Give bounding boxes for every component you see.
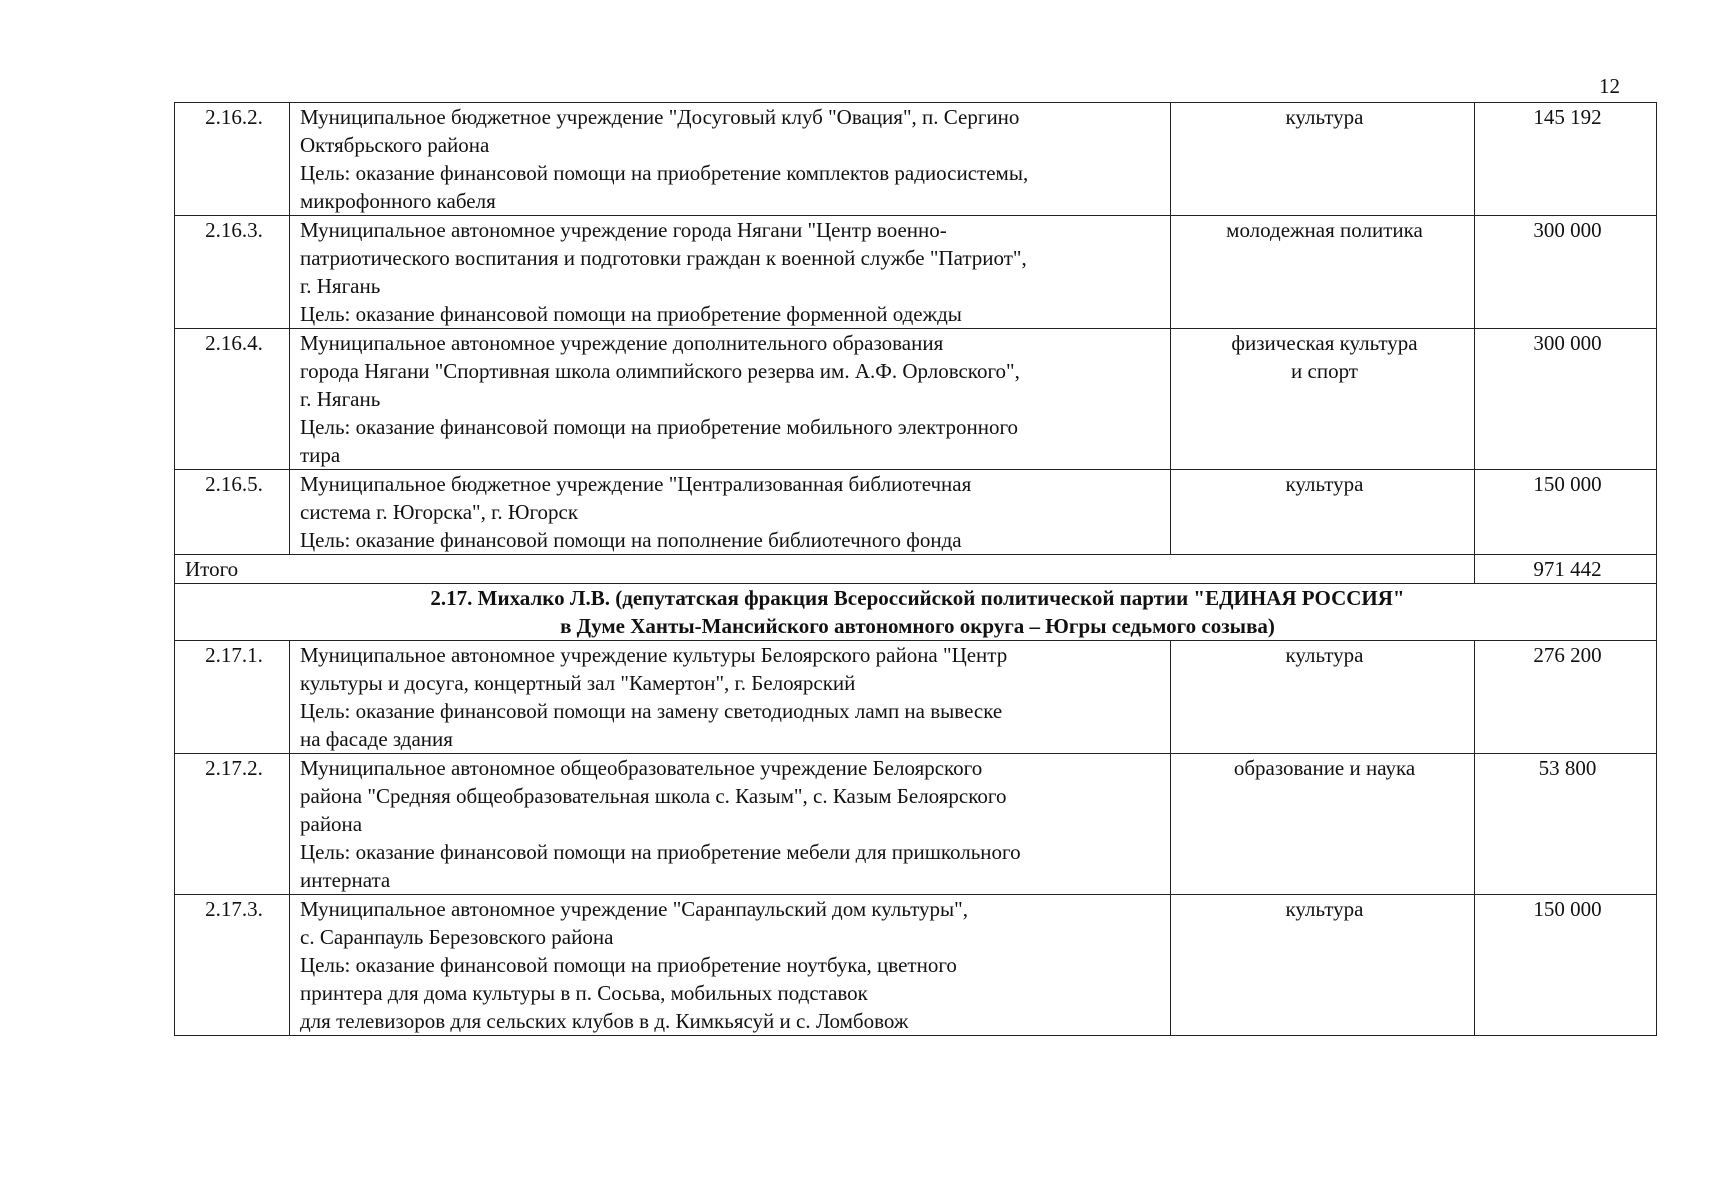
row-category: молодежная политика bbox=[1171, 216, 1475, 329]
table-row bbox=[175, 103, 1657, 216]
row-category: образование и наука bbox=[1171, 754, 1475, 895]
row-category: культура bbox=[1171, 895, 1475, 1036]
total-row bbox=[175, 555, 1657, 584]
table-row bbox=[175, 470, 1657, 555]
row-amount: 276 200 bbox=[1475, 641, 1657, 754]
total-label: Итого bbox=[175, 555, 1475, 584]
table-row bbox=[175, 754, 1657, 895]
row-category: культура bbox=[1171, 641, 1475, 754]
row-amount: 300 000 bbox=[1475, 329, 1657, 470]
row-amount: 145 192 bbox=[1475, 103, 1657, 216]
row-category: физическая культура и спорт bbox=[1171, 329, 1475, 470]
row-number: 2.16.2. bbox=[175, 103, 290, 216]
row-category: культура bbox=[1171, 103, 1475, 216]
row-number: 2.16.4. bbox=[175, 329, 290, 470]
funding-table bbox=[174, 102, 1657, 1036]
row-description: Муниципальное автономное учреждение "Саранпаульский дом культуры", с. Саранпауль Березовского района Цель: оказание финансовой помощи на приобретение ноутбука, цветного принтера для дома культуры в п. Сосьва, мобильных подставок для телевизоров для сельских клубов в д. Кимкьясуй и с. Ломбовож bbox=[290, 895, 1171, 1036]
row-category: культура bbox=[1171, 470, 1475, 555]
table-row bbox=[175, 216, 1657, 329]
table-row bbox=[175, 641, 1657, 754]
row-number: 2.17.3. bbox=[175, 895, 290, 1036]
row-description: Муниципальное автономное учреждение культуры Белоярского района "Центр культуры и досуга, концертный зал "Камертон", г. Белоярский Цель: оказание финансовой помощи на замену светодиодных ламп на вывеске на фасаде здания bbox=[290, 641, 1171, 754]
table-row bbox=[175, 329, 1657, 470]
row-description: Муниципальное автономное учреждение дополнительного образования города Нягани "Спортивная школа олимпийского резерва им. А.Ф. Орловского", г. Нягань Цель: оказание финансовой помощи на приобретение мобильного электронного тира bbox=[290, 329, 1171, 470]
row-amount: 150 000 bbox=[1475, 895, 1657, 1036]
row-amount: 300 000 bbox=[1475, 216, 1657, 329]
row-description: Муниципальное бюджетное учреждение "Централизованная библиотечная система г. Югорска", г. Югорск Цель: оказание финансовой помощи на пополнение библиотечного фонда bbox=[290, 470, 1171, 555]
row-number: 2.17.1. bbox=[175, 641, 290, 754]
row-description: Муниципальное бюджетное учреждение "Досуговый клуб "Овация", п. Сергино Октябрьского района Цель: оказание финансовой помощи на приобретение комплектов радиосистемы, микрофонного кабеля bbox=[290, 103, 1171, 216]
page-number: 12 bbox=[1599, 74, 1620, 98]
row-number: 2.16.3. bbox=[175, 216, 290, 329]
row-number: 2.17.2. bbox=[175, 754, 290, 895]
row-amount: 150 000 bbox=[1475, 470, 1657, 555]
section-header-row bbox=[175, 584, 1657, 641]
row-description: Муниципальное автономное учреждение города Нягани "Центр военно- патриотического воспитания и подготовки граждан к военной службе "Патриот", г. Нягань Цель: оказание финансовой помощи на приобретение форменной одежды bbox=[290, 216, 1171, 329]
row-description: Муниципальное автономное общеобразовательное учреждение Белоярского района "Средняя общеобразовательная школа с. Казым", с. Казым Белоярского района Цель: оказание финансовой помощи на приобретение мебели для пришкольного интерната bbox=[290, 754, 1171, 895]
row-amount: 53 800 bbox=[1475, 754, 1657, 895]
section-heading: 2.17. Михалко Л.В. (депутатская фракция Всероссийской политической партии "ЕДИНАЯ РОССИЯ" в Думе Ханты-Мансийского автономного округа – Югры седьмого созыва) bbox=[175, 584, 1657, 641]
table-row bbox=[175, 895, 1657, 1036]
row-number: 2.16.5. bbox=[175, 470, 290, 555]
total-amount: 971 442 bbox=[1475, 555, 1657, 584]
